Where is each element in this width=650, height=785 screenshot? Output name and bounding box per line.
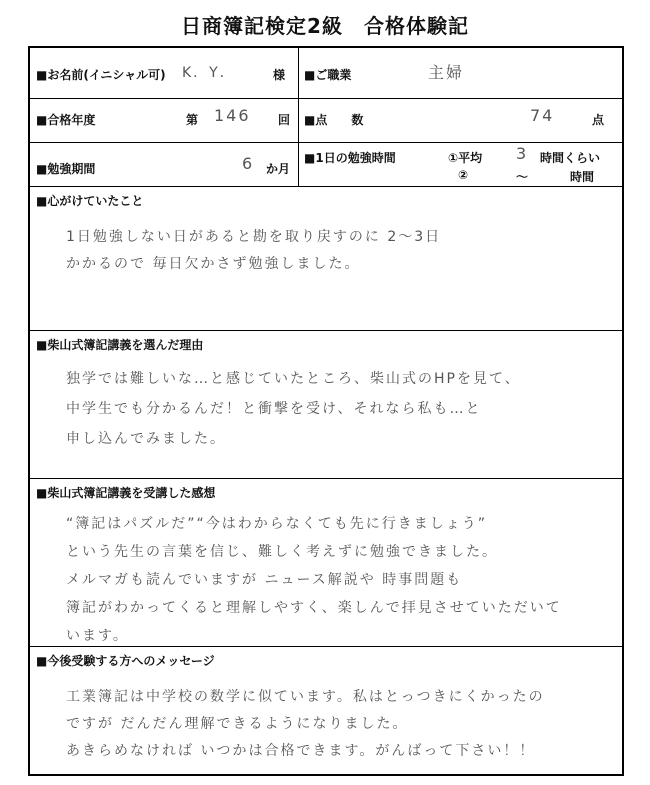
name-label: ■お名前(イニシャル可) xyxy=(36,68,166,82)
section-text-impression xyxy=(66,510,616,650)
handwritten-line: 独学では難しいな…と感じていたところ、柴山式のHPを見て、 xyxy=(66,371,521,387)
daily-2-suffix: 時間 xyxy=(570,170,595,184)
page-title: 日商簿記検定2級 合格体験記 xyxy=(181,14,469,38)
name-value: K．Y． xyxy=(182,65,236,81)
handwritten-line: ですが だんだん理解できるようになりました。 xyxy=(66,716,409,732)
handwritten-line: “簿記はパズルだ”“今はわからなくても先に行きましょう” xyxy=(66,516,488,532)
handwritten-line: という先生の言葉を信じ、難しく考えずに勉強できました。 xyxy=(66,544,498,560)
daily-avg-suffix: 時間くらい xyxy=(540,151,601,165)
pass-label: ■合格年度 xyxy=(36,113,96,127)
job-label: ■ご職業 xyxy=(304,68,352,82)
column-divider xyxy=(298,48,299,186)
section-divider xyxy=(30,330,622,331)
section-text-mindset xyxy=(66,224,616,278)
daily-avg-value: 3 xyxy=(516,144,529,163)
name-suffix: 様 xyxy=(273,68,286,82)
pass-prefix: 第 xyxy=(186,113,199,127)
daily-2-label: ② xyxy=(458,168,469,182)
section-label-impression: ■柴山式簿記講義を受講した感想 xyxy=(36,486,216,500)
pass-value: 146 xyxy=(214,106,251,125)
score-value: 74 xyxy=(530,106,555,125)
row-divider xyxy=(30,98,622,99)
period-value: 6 xyxy=(242,154,255,173)
period-label: ■勉強期間 xyxy=(36,162,96,176)
handwritten-line: 中学生でも分かるんだ！と衝撃を受け、それなら私も…と xyxy=(66,401,482,417)
section-label-message: ■今後受験する方へのメッセージ xyxy=(36,654,215,668)
handwritten-line: 申し込んでみました。 xyxy=(66,431,226,447)
section-label-mindset: ■心がけていたこと xyxy=(36,194,144,208)
score-label: ■点 数 xyxy=(304,113,364,127)
period-suffix: か月 xyxy=(266,162,291,176)
section-divider xyxy=(30,478,622,479)
section-text-message xyxy=(66,684,616,765)
score-suffix: 点 xyxy=(592,113,605,127)
section-label-reason: ■柴山式簿記講義を選んだ理由 xyxy=(36,338,204,352)
handwritten-line: メルマガも読んでいますが ニュース解説や 時事問題も xyxy=(66,572,463,588)
section-text-reason xyxy=(66,364,616,454)
daily-avg-label: ①平均 xyxy=(448,151,483,165)
experience-form xyxy=(28,46,624,776)
handwritten-line: あきらめなければ いつかは合格できます。がんばって下さい！！ xyxy=(66,743,536,759)
handwritten-line: 簿記がわかってくると理解しやすく、楽しんで拝見させていただいて xyxy=(66,600,562,616)
handwritten-line: います。 xyxy=(66,628,129,644)
handwritten-line: 1日勉強しない日があると勘を取り戻すのに 2～3日 xyxy=(66,229,442,245)
pass-suffix: 回 xyxy=(278,113,291,127)
daily-2-tilde: ～ xyxy=(516,170,529,184)
job-value: 主婦 xyxy=(428,63,465,82)
handwritten-line: かかるので 毎日欠かさず勉強しました。 xyxy=(66,256,361,272)
handwritten-line: 工業簿記は中学校の数学に似ています。私はとっつきにくかったの xyxy=(66,689,545,705)
row-divider xyxy=(30,186,622,187)
daily-label: ■1日の勉強時間 xyxy=(304,151,396,165)
row-divider xyxy=(30,142,622,143)
